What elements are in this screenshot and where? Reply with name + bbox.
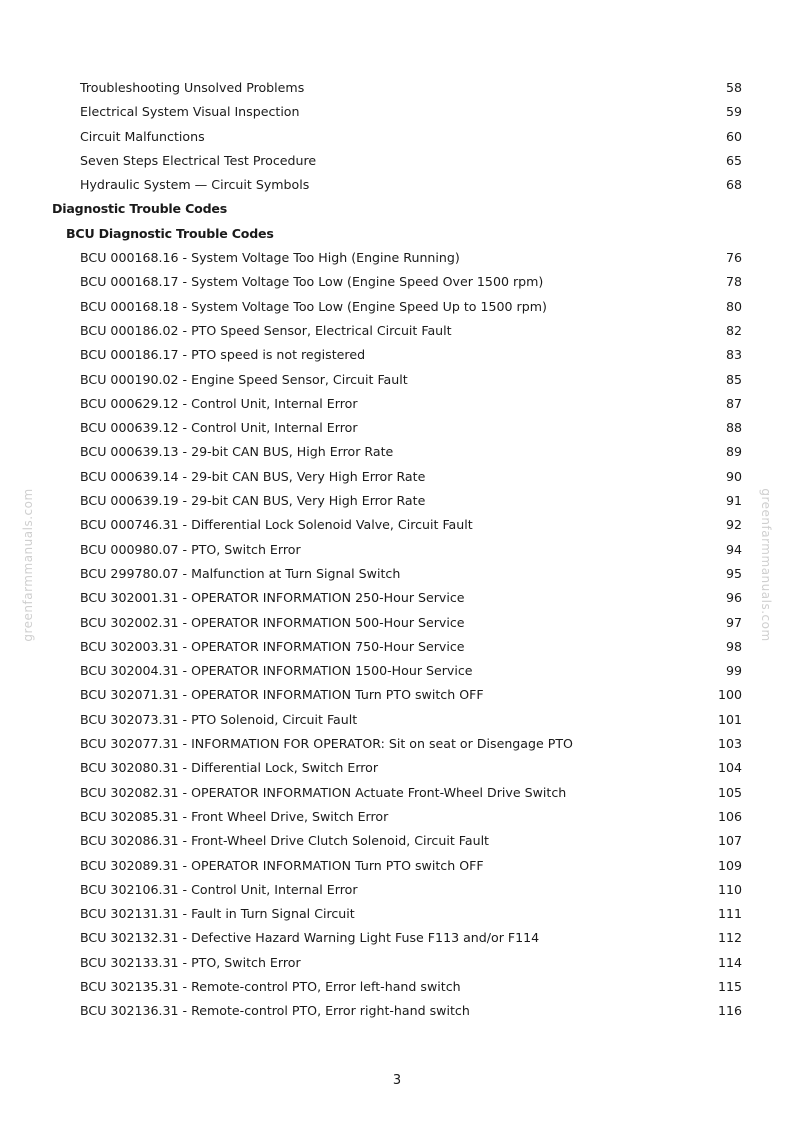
toc-entry-title: BCU 000168.17 - System Voltage Too Low (Engine Speed Over 1500 rpm): [80, 274, 544, 290]
toc-entry[interactable]: [0, 125, 794, 149]
toc-entry-title: BCU 302077.31 - INFORMATION FOR OPERATOR: Sit on seat or Disengage PTO: [80, 736, 573, 752]
toc-entry-title: BCU 302004.31 - OPERATOR INFORMATION 1500-Hour Service: [80, 663, 473, 679]
toc-entry[interactable]: [0, 246, 794, 270]
toc-entry-title: BCU Diagnostic Trouble Codes: [66, 225, 274, 241]
watermark-left: greenfarmmanuals.com: [21, 488, 35, 642]
toc-entry-page: 59: [725, 104, 742, 120]
toc-entry-title: BCU 000639.13 - 29-bit CAN BUS, High Error Rate: [80, 444, 394, 460]
toc-entry[interactable]: [0, 659, 794, 683]
toc-entry-title: Seven Steps Electrical Test Procedure: [80, 152, 317, 168]
toc-entry[interactable]: [0, 489, 794, 513]
toc-entry[interactable]: [0, 683, 794, 707]
toc-entry-title: BCU 302082.31 - OPERATOR INFORMATION Actuate Front-Wheel Drive Switch: [80, 784, 567, 800]
toc-entry-page: 95: [725, 565, 742, 581]
toc-entry[interactable]: [0, 100, 794, 124]
toc-entry[interactable]: [0, 732, 794, 756]
toc-entry-page: 90: [725, 468, 742, 484]
toc-entry[interactable]: [0, 611, 794, 635]
toc-entry[interactable]: [0, 76, 794, 100]
toc-entry[interactable]: [0, 465, 794, 489]
toc-entry-page: 110: [717, 881, 742, 897]
toc-entry-page: 91: [725, 493, 742, 509]
toc-entry-title: BCU 302132.31 - Defective Hazard Warning Light Fuse F113 and/or F114: [80, 930, 540, 946]
toc-entry[interactable]: [0, 416, 794, 440]
toc-entry[interactable]: [0, 878, 794, 902]
toc-entry-title: BCU 302001.31 - OPERATOR INFORMATION 250-Hour Service: [80, 590, 465, 606]
toc-entry-page: 114: [717, 954, 742, 970]
toc-entry-page: 78: [725, 274, 742, 290]
toc-entry-page: 85: [725, 371, 742, 387]
toc-entry[interactable]: [0, 270, 794, 294]
toc-entry[interactable]: [0, 781, 794, 805]
toc-entry-title: Diagnostic Trouble Codes: [52, 201, 228, 217]
toc-entry-page: 94: [725, 541, 742, 557]
toc-entry[interactable]: [0, 343, 794, 367]
toc-entry-page: 88: [725, 420, 742, 436]
toc-entry[interactable]: [0, 392, 794, 416]
toc-entry-page: 103: [717, 736, 742, 752]
toc-entry-title: BCU 302080.31 - Differential Lock, Switch Error: [80, 760, 379, 776]
toc-entry-page: 89: [725, 444, 742, 460]
toc-entry-title: BCU 302136.31 - Remote-control PTO, Error right-hand switch: [80, 1003, 470, 1019]
toc-entry-title: BCU 302003.31 - OPERATOR INFORMATION 750-Hour Service: [80, 638, 465, 654]
toc-entry-page: 116: [717, 1003, 742, 1019]
toc-entry-page: 98: [725, 638, 742, 654]
toc-entry[interactable]: [0, 513, 794, 537]
toc-entry[interactable]: [0, 854, 794, 878]
toc-entry-title: BCU 000186.02 - PTO Speed Sensor, Electrical Circuit Fault: [80, 322, 452, 338]
table-of-contents: [0, 76, 794, 1024]
toc-entry[interactable]: [0, 805, 794, 829]
toc-entry[interactable]: [0, 173, 794, 197]
toc-entry[interactable]: [0, 829, 794, 853]
toc-entry-title: Electrical System Visual Inspection: [80, 104, 300, 120]
toc-entry-title: BCU 000639.19 - 29-bit CAN BUS, Very High Error Rate: [80, 493, 426, 509]
toc-entry[interactable]: [0, 999, 794, 1023]
toc-entry-page: 96: [725, 590, 742, 606]
toc-entry[interactable]: [0, 562, 794, 586]
toc-entry-page: 109: [717, 857, 742, 873]
toc-entry-title: BCU 000629.12 - Control Unit, Internal Error: [80, 395, 358, 411]
toc-entry[interactable]: [0, 368, 794, 392]
toc-entry-title: Circuit Malfunctions: [80, 128, 205, 144]
toc-entry-title: BCU 000639.12 - Control Unit, Internal Error: [80, 420, 358, 436]
toc-entry-title: BCU 000168.18 - System Voltage Too Low (Engine Speed Up to 1500 rpm): [80, 298, 547, 314]
toc-entry-title: BCU 302106.31 - Control Unit, Internal Error: [80, 881, 358, 897]
toc-entry[interactable]: [0, 635, 794, 659]
toc-entry-title: BCU 302071.31 - OPERATOR INFORMATION Turn PTO switch OFF: [80, 687, 484, 703]
watermark-right: greenfarmmanuals.com: [759, 488, 773, 642]
toc-entry-page: 76: [725, 250, 742, 266]
toc-entry[interactable]: [0, 538, 794, 562]
toc-entry-title: BCU 000639.14 - 29-bit CAN BUS, Very High Error Rate: [80, 468, 426, 484]
toc-entry-page: 105: [717, 784, 742, 800]
toc-entry-title: BCU 302089.31 - OPERATOR INFORMATION Turn PTO switch OFF: [80, 857, 484, 873]
toc-entry[interactable]: [0, 319, 794, 343]
toc-entry-title: BCU 302002.31 - OPERATOR INFORMATION 500-Hour Service: [80, 614, 465, 630]
toc-section-heading: [0, 197, 794, 221]
toc-entry-title: BCU 302131.31 - Fault in Turn Signal Circuit: [80, 906, 355, 922]
toc-entry-title: Troubleshooting Unsolved Problems: [80, 80, 305, 95]
toc-entry-title: BCU 302073.31 - PTO Solenoid, Circuit Fault: [80, 711, 358, 727]
toc-entry[interactable]: [0, 926, 794, 950]
toc-entry-page: 99: [725, 663, 742, 679]
toc-entry-page: 100: [717, 687, 742, 703]
toc-entry-page: 101: [717, 711, 742, 727]
toc-entry[interactable]: [0, 951, 794, 975]
toc-entry-title: BCU 302135.31 - Remote-control PTO, Error left-hand switch: [80, 978, 461, 994]
toc-entry-title: BCU 000186.17 - PTO speed is not registered: [80, 347, 366, 363]
toc-entry-title: BCU 000746.31 - Differential Lock Solenoid Valve, Circuit Fault: [80, 517, 473, 533]
toc-entry-page: 65: [725, 152, 742, 168]
toc-entry-page: 112: [717, 930, 742, 946]
toc-entry-page: 83: [725, 347, 742, 363]
toc-entry[interactable]: [0, 975, 794, 999]
toc-entry-page: 97: [725, 614, 742, 630]
toc-entry[interactable]: [0, 586, 794, 610]
toc-entry-page: 87: [725, 395, 742, 411]
toc-entry-title: Hydraulic System — Circuit Symbols: [80, 177, 310, 193]
toc-entry-page: 104: [717, 760, 742, 776]
toc-entry-page: 106: [717, 808, 742, 824]
toc-entry-page: 58: [725, 80, 742, 95]
toc-entry-title: BCU 000168.16 - System Voltage Too High (Engine Running): [80, 250, 460, 266]
page-number: 3: [392, 1073, 402, 1088]
toc-entry-page: 68: [725, 177, 742, 193]
toc-entry-title: BCU 000980.07 - PTO, Switch Error: [80, 541, 301, 557]
toc-entry[interactable]: [0, 295, 794, 319]
toc-entry-title: BCU 302085.31 - Front Wheel Drive, Switch Error: [80, 808, 389, 824]
toc-entry[interactable]: [0, 902, 794, 926]
toc-entry[interactable]: [0, 149, 794, 173]
toc-entry-title: BCU 302086.31 - Front-Wheel Drive Clutch Solenoid, Circuit Fault: [80, 833, 490, 849]
toc-entry-page: 115: [717, 978, 742, 994]
toc-entry-title: BCU 302133.31 - PTO, Switch Error: [80, 954, 301, 970]
toc-entry[interactable]: [0, 756, 794, 780]
toc-entry-page: 107: [717, 833, 742, 849]
toc-entry-page: 92: [725, 517, 742, 533]
toc-section-heading: [0, 222, 794, 246]
toc-entry[interactable]: [0, 708, 794, 732]
toc-entry-title: BCU 000190.02 - Engine Speed Sensor, Circuit Fault: [80, 371, 408, 387]
toc-entry-page: 82: [725, 322, 742, 338]
toc-entry-page: 60: [725, 128, 742, 144]
toc-entry-page: 111: [717, 906, 742, 922]
toc-entry[interactable]: [0, 440, 794, 464]
toc-entry-title: BCU 299780.07 - Malfunction at Turn Signal Switch: [80, 565, 401, 581]
toc-entry-page: 80: [725, 298, 742, 314]
